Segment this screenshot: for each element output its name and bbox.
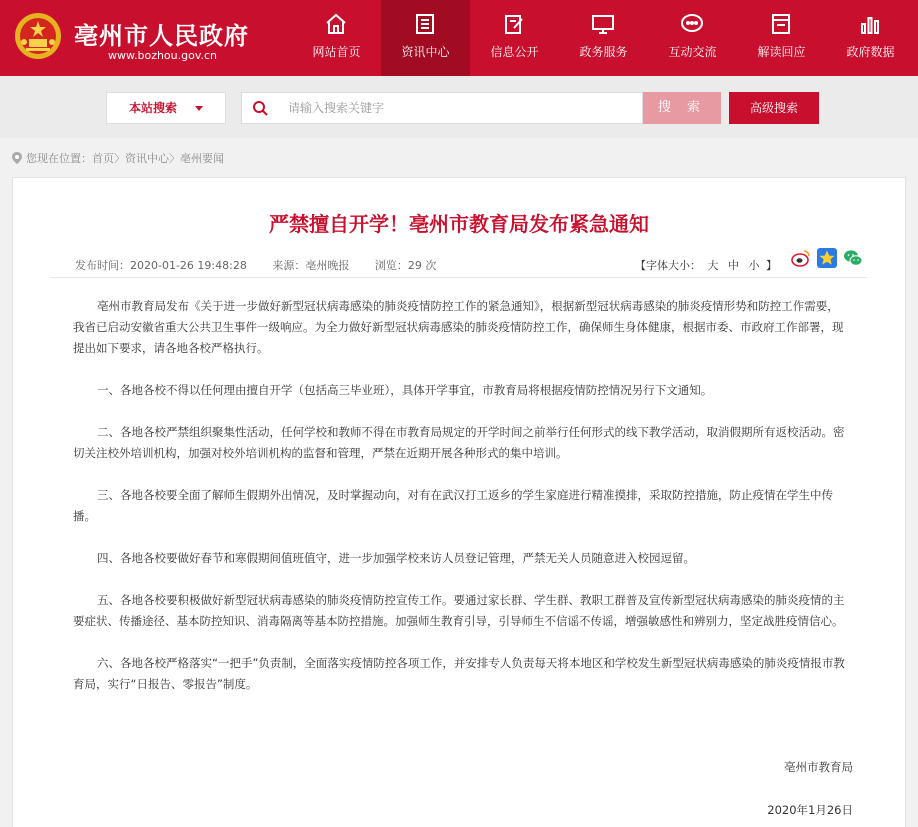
main-nav <box>292 0 915 76</box>
site-title: 亳州市人民政府 <box>74 22 249 50</box>
edit-document-icon <box>502 12 526 36</box>
qzone-star-icon[interactable] <box>817 248 837 268</box>
breadcrumb <box>12 150 224 166</box>
font-size-large-button[interactable]: 大 <box>707 259 719 272</box>
share-buttons <box>791 248 863 268</box>
chevron-down-icon <box>195 106 203 111</box>
breadcrumb-separator: 〉 <box>169 152 180 165</box>
bar-chart-icon <box>858 12 882 36</box>
view-count: 浏览：29 次 <box>374 259 437 272</box>
national-emblem-icon <box>14 12 62 60</box>
nav-label: 信息公开 <box>490 45 539 59</box>
article-source: 来源：亳州晚报 <box>272 259 350 272</box>
advanced-search-button[interactable]: 高级搜索 <box>729 92 819 124</box>
search-scope-label: 本站搜索 <box>129 101 178 115</box>
nav-item-news[interactable] <box>381 0 470 76</box>
monitor-icon <box>591 12 615 36</box>
nav-item-gov-services[interactable] <box>559 0 648 76</box>
nav-label: 互动交流 <box>668 45 717 59</box>
font-size-small-button[interactable]: 小 <box>748 259 760 272</box>
breadcrumb-item-bozhou-news[interactable]: 亳州要闻 <box>180 152 224 165</box>
article-body <box>73 296 847 716</box>
meta-divider <box>51 277 867 278</box>
site-logo[interactable] <box>8 6 308 70</box>
font-size-medium-button[interactable]: 中 <box>728 259 739 272</box>
search-input-wrapper <box>241 92 643 124</box>
home-icon <box>324 12 348 36</box>
chat-bubble-icon <box>680 12 704 36</box>
font-size-label: 【字体大小： <box>635 259 701 272</box>
search-icon <box>252 100 268 116</box>
search-scope-dropdown[interactable] <box>106 92 226 124</box>
article-paragraph: 二、各地各校严禁组织聚集性活动，任何学校和教师不得在市教育局规定的开学时间之前举行任何形式的线下教学活动，取消假期所有返校活动。密切关注校外培训机构，加强对校外培训机构的监督和管理，严禁在近期开展各种形式的集中培训。 <box>73 425 845 460</box>
breadcrumb-prefix: 您现在位置： <box>26 152 92 165</box>
article-signature: 亳州市教育局 <box>784 760 853 774</box>
article-paragraph: 亳州市教育局发布《关于进一步做好新型冠状病毒感染的肺炎疫情防控工作的紧急通知》，根据新型冠状病毒感染的肺炎疫情形势和防控工作需要，我省已启动安徽省重大公共卫生事件一级响应。为全力做好新型冠状病毒感染的肺炎疫情防控工作，确保师生身体健康，根据市委、市政府工作部署，现提出如下要求，请各地各校严格执行。 <box>73 299 844 355</box>
nav-label: 政府数据 <box>846 45 895 59</box>
publish-time: 发布时间：2020-01-26 19:48:28 <box>75 259 247 272</box>
nav-item-home[interactable] <box>292 0 381 76</box>
font-size-suffix: 】 <box>766 259 777 272</box>
document-icon <box>769 12 793 36</box>
news-icon <box>413 12 437 36</box>
breadcrumb-item-news-center[interactable]: 资讯中心 <box>125 152 169 165</box>
nav-label: 资讯中心 <box>401 45 450 59</box>
nav-item-interpretation[interactable] <box>737 0 826 76</box>
article-meta <box>75 257 458 273</box>
breadcrumb-item-home[interactable]: 首页 <box>92 152 114 165</box>
search-input[interactable] <box>288 93 638 123</box>
article-paragraph: 四、各地各校要做好春节和寒假期间值班值守，进一步加强学校来访人员登记管理，严禁无关人员随意进入校园逗留。 <box>97 551 695 565</box>
location-pin-icon <box>12 152 22 164</box>
site-url: www.bozhou.gov.cn <box>108 49 218 62</box>
site-header <box>0 0 918 76</box>
search-button[interactable]: 搜 索 <box>643 92 721 124</box>
nav-label: 解读回应 <box>757 45 806 59</box>
nav-item-info-disclosure[interactable] <box>470 0 559 76</box>
nav-item-gov-data[interactable] <box>826 0 915 76</box>
font-size-control <box>635 257 777 273</box>
nav-item-interaction[interactable] <box>648 0 737 76</box>
article-paragraph: 六、各地各校严格落实“一把手”负责制，全面落实疫情防控各项工作，并安排专人负责每天将本地区和学校发生新型冠状病毒感染的肺炎疫情报市教育局，实行“日报告、零报告”制度。 <box>73 656 845 691</box>
weibo-icon[interactable] <box>791 248 811 268</box>
article-title: 严禁擅自开学！亳州市教育局发布紧急通知 <box>269 212 649 236</box>
breadcrumb-separator: 〉 <box>114 152 125 165</box>
nav-label: 政务服务 <box>579 45 628 59</box>
article-container <box>12 177 906 827</box>
wechat-icon[interactable] <box>843 248 863 268</box>
search-bar <box>0 76 918 138</box>
article-date: 2020年1月26日 <box>767 803 853 817</box>
article-paragraph: 三、各地各校要全面了解师生假期外出情况，及时掌握动向，对有在武汉打工返乡的学生家庭进行精准摸排，采取防控措施，防止疫情在学生中传播。 <box>73 488 833 523</box>
article-paragraph: 五、各地各校要积极做好新型冠状病毒感染的肺炎疫情防控宣传工作。要通过家长群、学生群、教职工群普及宣传新型冠状病毒感染的肺炎疫情的主要症状、传播途径、基本防控知识、消毒隔离等基本防控措施。加强师生教育引导，引导师生不信谣不传谣，增强敏感性和辨别力，坚定战胜疫情信心。 <box>73 593 845 628</box>
article-paragraph: 一、各地各校不得以任何理由擅自开学（包括高三毕业班），具体开学事宜，市教育局将根据疫情防控情况另行下文通知。 <box>97 383 713 397</box>
nav-label: 网站首页 <box>312 45 361 59</box>
